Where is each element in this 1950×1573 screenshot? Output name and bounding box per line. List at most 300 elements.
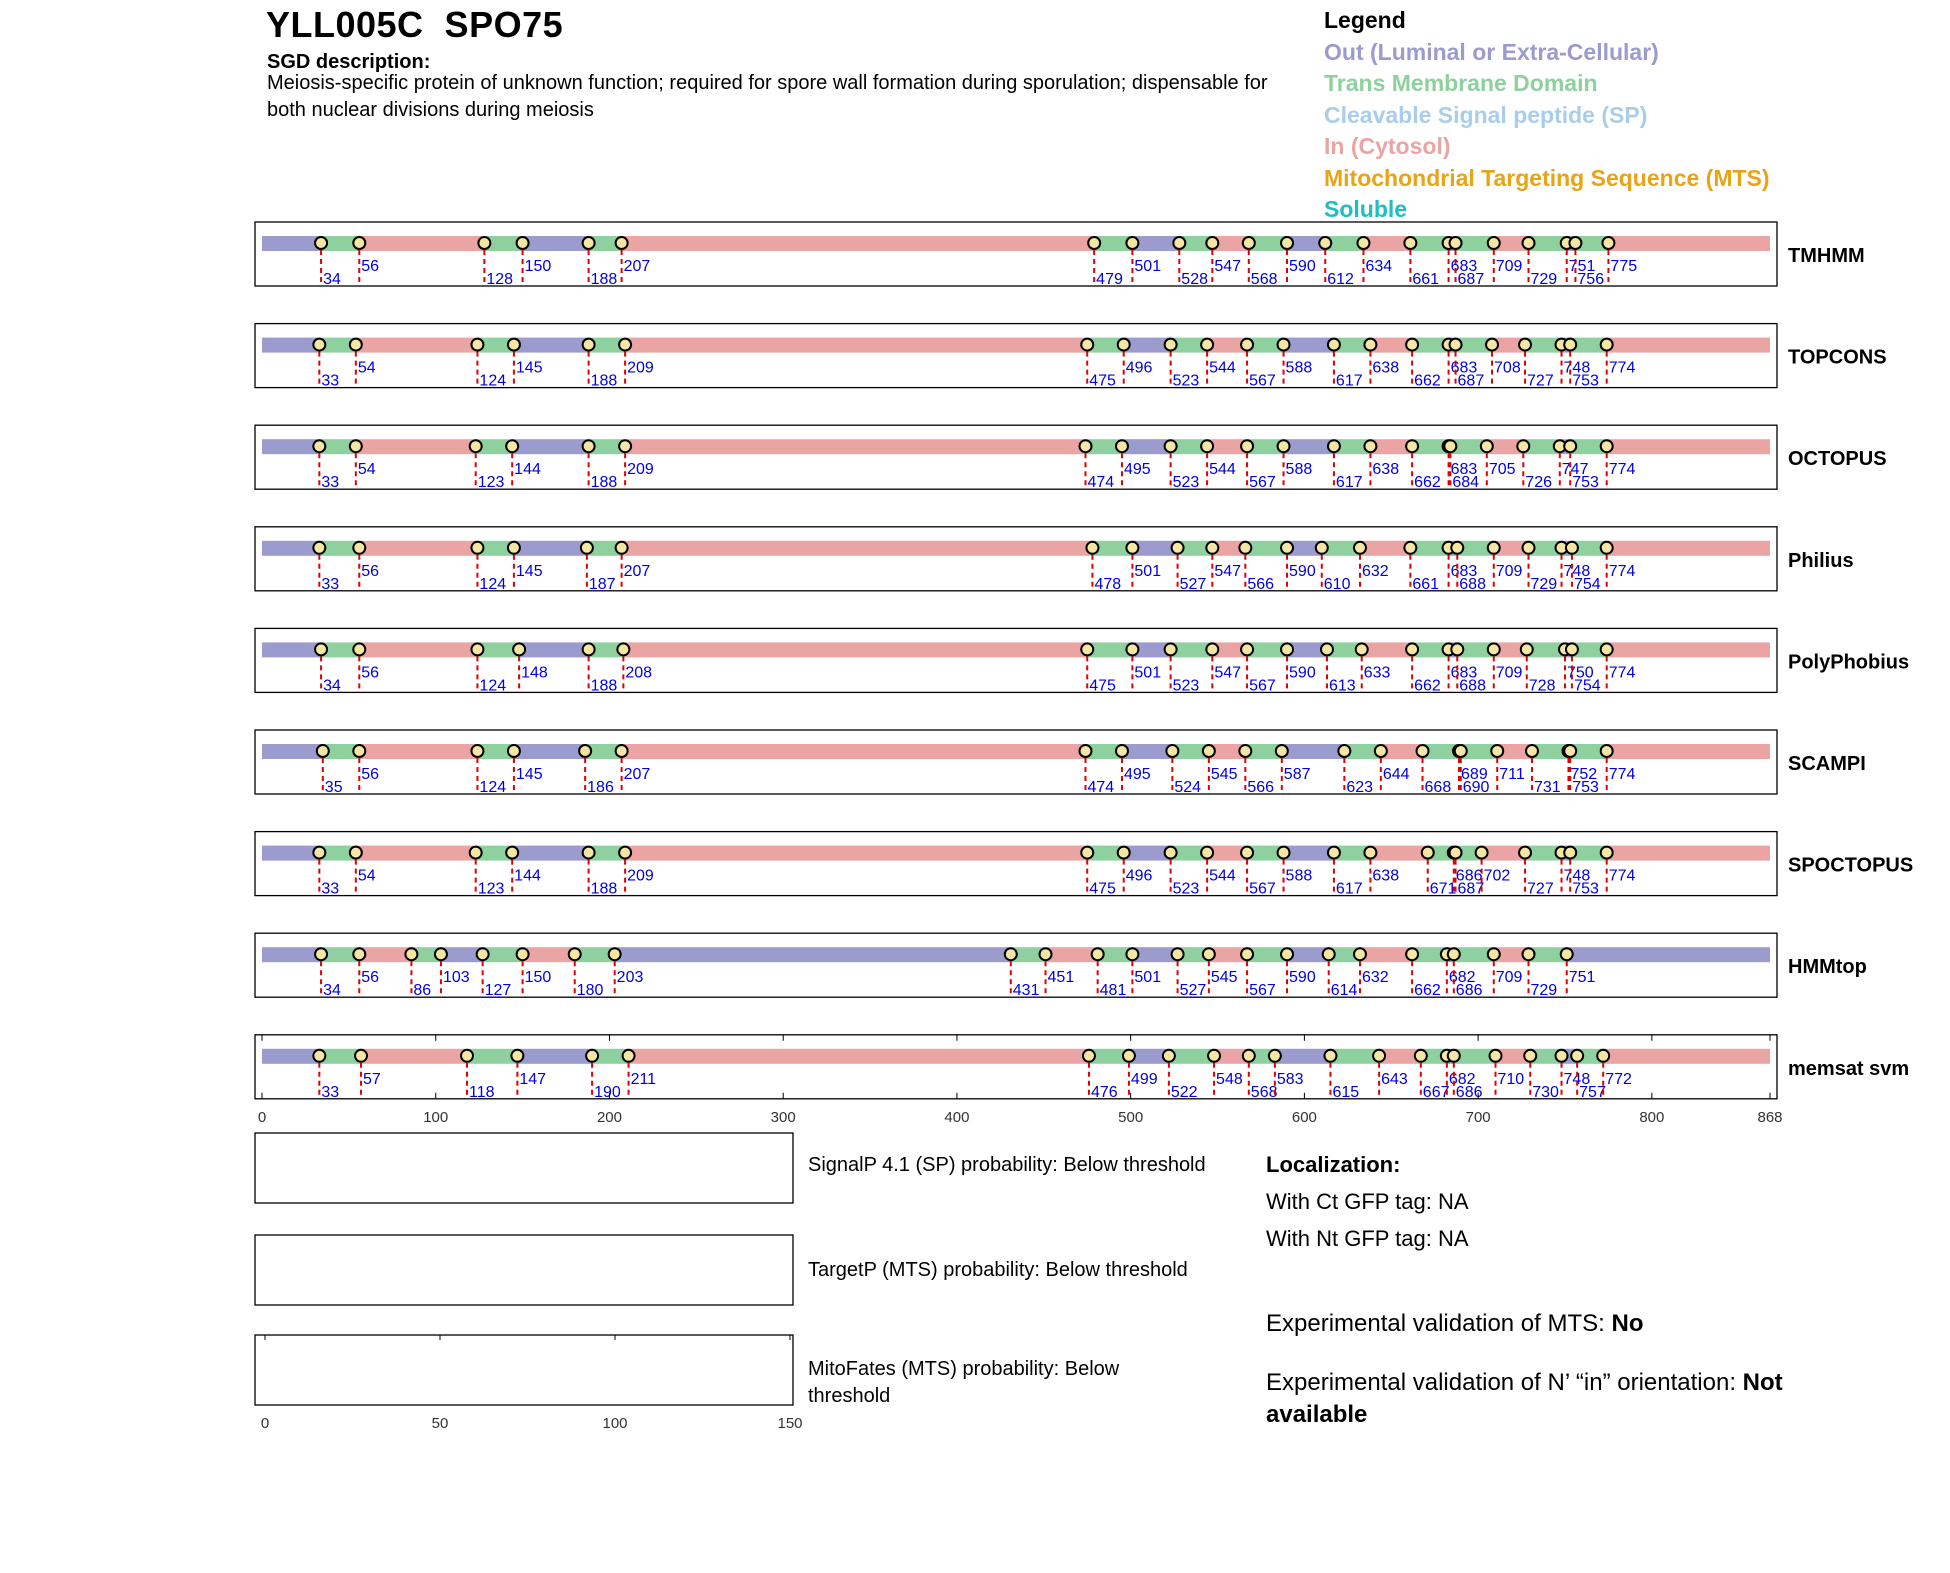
boundary-label: 682 [1448, 1070, 1476, 1088]
boundary-marker [506, 440, 518, 452]
boundary-marker [1561, 948, 1573, 960]
boundary-label: 124 [479, 575, 507, 593]
boundary-marker [1601, 643, 1613, 655]
boundary-marker [315, 948, 327, 960]
boundary-marker [1243, 237, 1255, 249]
boundary-marker [619, 847, 631, 859]
boundary-label: 754 [1573, 575, 1601, 593]
boundary-label: 617 [1335, 372, 1363, 390]
boundary-label: 729 [1530, 982, 1558, 1000]
boundary-marker [1239, 542, 1251, 554]
boundary-marker [353, 643, 365, 655]
boundary-label: 774 [1608, 867, 1636, 885]
boundary-marker [1404, 542, 1416, 554]
boundary-label: 752 [1570, 766, 1598, 783]
segment [517, 1049, 592, 1064]
boundary-label: 56 [361, 969, 380, 987]
boundary-label: 686 [1455, 867, 1483, 885]
boundary-label: 705 [1488, 461, 1516, 479]
segment [262, 642, 321, 657]
legend-item-mts: Mitochondrial Targeting Sequence (MTS) [1324, 164, 1770, 191]
boundary-label: 188 [590, 677, 618, 695]
segment [615, 947, 1011, 962]
boundary-label: 588 [1285, 867, 1313, 885]
boundary-label: 587 [1283, 766, 1311, 783]
boundary-marker [1521, 643, 1533, 655]
track-name-hmmtop: HMMtop [1788, 956, 1867, 979]
boundary-marker [1566, 542, 1578, 554]
boundary-marker [350, 339, 362, 351]
boundary-label: 687 [1457, 372, 1485, 390]
boundary-label: 747 [1561, 461, 1589, 479]
segment [359, 236, 484, 251]
description-label: SGD description: [267, 51, 431, 73]
track-name-scampi: SCAMPI [1788, 753, 1866, 775]
boundary-label: 547 [1214, 562, 1242, 580]
boundary-marker [1079, 745, 1091, 757]
boundary-marker [1519, 339, 1531, 351]
track-name-topcons: TOPCONS [1788, 346, 1887, 369]
boundary-marker [1241, 643, 1253, 655]
boundary-label: 188 [590, 372, 618, 390]
boundary-marker [619, 440, 631, 452]
x-tick-label: 100 [423, 1108, 449, 1126]
segment [262, 744, 323, 759]
boundary-marker [1241, 339, 1253, 351]
boundary-marker [1088, 237, 1100, 249]
boundary-marker [583, 440, 595, 452]
boundary-marker [1556, 1050, 1568, 1062]
boundary-label: 662 [1414, 982, 1441, 1000]
boundary-marker [1481, 440, 1493, 452]
boundary-marker [1278, 847, 1290, 859]
boundary-label: 190 [594, 1083, 621, 1101]
boundary-label: 144 [514, 461, 541, 479]
boundary-marker [1086, 542, 1098, 554]
boundary-label: 207 [623, 562, 651, 580]
boundary-label: 523 [1172, 880, 1200, 898]
boundary-label: 56 [361, 258, 380, 275]
prob-tick-label: 100 [602, 1415, 628, 1432]
boundary-marker [1564, 847, 1576, 859]
boundary-marker [1328, 440, 1340, 452]
segment [1607, 541, 1770, 556]
boundary-marker [1601, 542, 1613, 554]
segment [262, 439, 319, 454]
segment [629, 1049, 1089, 1064]
boundary-label: 128 [486, 271, 514, 288]
segment [1607, 642, 1770, 657]
boundary-label: 708 [1494, 359, 1521, 377]
boundary-marker [313, 339, 325, 351]
boundary-marker [353, 237, 365, 249]
boundary-label: 501 [1134, 969, 1162, 987]
segment [1330, 1049, 1379, 1064]
boundary-marker [1455, 745, 1467, 757]
boundary-label: 123 [477, 880, 505, 898]
boundary-label: 750 [1566, 664, 1594, 682]
signalp-label: SignalP 4.1 (SP) probability: Below threshold [808, 1154, 1206, 1176]
boundary-label: 682 [1448, 969, 1476, 987]
boundary-label: 496 [1125, 867, 1153, 885]
boundary-label: 754 [1573, 677, 1601, 695]
boundary-label: 683 [1450, 359, 1478, 377]
boundary-marker [1319, 237, 1331, 249]
segment [1363, 236, 1410, 251]
segment [262, 1049, 319, 1064]
boundary-label: 188 [590, 880, 618, 898]
boundary-label: 501 [1134, 664, 1162, 682]
boundary-marker [1417, 745, 1429, 757]
segment [1607, 744, 1770, 759]
boundary-marker [313, 1050, 325, 1062]
boundary-label: 688 [1459, 575, 1486, 593]
segment [1284, 846, 1334, 861]
boundary-marker [511, 1050, 523, 1062]
boundary-marker [1364, 440, 1376, 452]
boundary-marker [1491, 745, 1503, 757]
boundary-label: 34 [323, 982, 341, 1000]
boundary-marker [1564, 440, 1576, 452]
boundary-label: 209 [627, 867, 654, 885]
boundary-marker [1316, 542, 1328, 554]
boundary-marker [1564, 339, 1576, 351]
boundary-label: 209 [627, 359, 654, 377]
boundary-marker [1364, 339, 1376, 351]
boundary-marker [353, 948, 365, 960]
boundary-marker [1241, 948, 1253, 960]
segment [262, 541, 319, 556]
boundary-marker [1451, 643, 1463, 655]
boundary-label: 523 [1172, 372, 1200, 390]
boundary-marker [1357, 237, 1369, 249]
boundary-label: 86 [413, 982, 432, 1000]
boundary-marker [569, 948, 581, 960]
boundary-label: 35 [324, 779, 343, 796]
boundary-label: 662 [1414, 474, 1441, 492]
boundary-label: 774 [1608, 461, 1636, 479]
boundary-marker [1201, 440, 1213, 452]
boundary-label: 568 [1250, 271, 1278, 288]
boundary-marker [1081, 847, 1093, 859]
segment [1607, 338, 1770, 353]
boundary-marker [1165, 440, 1177, 452]
boundary-marker [508, 339, 520, 351]
boundary-label: 103 [442, 969, 470, 987]
boundary-marker [1116, 440, 1128, 452]
boundary-label: 499 [1130, 1070, 1158, 1088]
boundary-marker [1321, 643, 1333, 655]
boundary-marker [1404, 237, 1416, 249]
boundary-marker [1281, 542, 1293, 554]
boundary-marker [1278, 440, 1290, 452]
segment [1275, 1049, 1331, 1064]
exp-mts-value: No [1611, 1310, 1644, 1337]
boundary-marker [1281, 948, 1293, 960]
exp-nin-value: Not available [1266, 1369, 1783, 1428]
boundary-label: 548 [1216, 1070, 1243, 1088]
boundary-marker [616, 237, 628, 249]
boundary-marker [461, 1050, 473, 1062]
boundary-label: 751 [1568, 258, 1596, 275]
boundary-marker [1601, 339, 1613, 351]
boundary-marker [619, 339, 631, 351]
boundary-label: 150 [524, 258, 552, 275]
boundary-label: 54 [357, 461, 376, 479]
boundary-label: 588 [1285, 461, 1313, 479]
boundary-label: 623 [1346, 779, 1374, 796]
boundary-label: 211 [630, 1070, 657, 1088]
boundary-marker [1519, 847, 1531, 859]
segment [514, 744, 585, 759]
boundary-label: 775 [1610, 258, 1638, 275]
boundary-label: 774 [1608, 359, 1636, 377]
boundary-marker [517, 237, 529, 249]
boundary-label: 567 [1249, 372, 1276, 390]
boundary-label: 590 [1289, 258, 1316, 275]
segment [1124, 846, 1171, 861]
boundary-label: 524 [1174, 779, 1202, 796]
segment [1567, 947, 1770, 962]
track-name-memsat-svm: memsat svm [1788, 1057, 1910, 1080]
segment [625, 439, 1085, 454]
boundary-marker [313, 440, 325, 452]
boundary-marker [1166, 745, 1178, 757]
boundary-label: 123 [477, 474, 505, 492]
boundary-label: 726 [1525, 474, 1553, 492]
prob-panel-1 [255, 1133, 793, 1203]
boundary-marker [313, 847, 325, 859]
boundary-marker [1415, 1050, 1427, 1062]
boundary-label: 753 [1572, 474, 1599, 492]
boundary-marker [1116, 745, 1128, 757]
boundary-marker [583, 339, 595, 351]
boundary-marker [1450, 237, 1462, 249]
boundary-marker [313, 542, 325, 554]
boundary-label: 124 [479, 779, 507, 796]
boundary-label: 567 [1249, 474, 1276, 492]
boundary-marker [1451, 542, 1463, 554]
boundary-label: 753 [1572, 372, 1599, 390]
boundary-label: 590 [1289, 664, 1316, 682]
boundary-label: 475 [1089, 677, 1116, 695]
boundary-marker [1448, 948, 1460, 960]
boundary-label: 545 [1210, 766, 1238, 783]
boundary-label: 187 [588, 575, 616, 593]
boundary-marker [350, 440, 362, 452]
segment [622, 236, 1095, 251]
boundary-marker [583, 643, 595, 655]
boundary-label: 662 [1414, 372, 1441, 390]
boundary-label: 118 [469, 1083, 495, 1101]
segment [356, 846, 476, 861]
boundary-label: 709 [1495, 664, 1523, 682]
segment [1607, 439, 1770, 454]
boundary-label: 643 [1381, 1070, 1408, 1088]
boundary-label: 690 [1462, 779, 1490, 796]
segment [1122, 744, 1172, 759]
boundary-label: 617 [1335, 880, 1363, 898]
boundary-label: 684 [1452, 474, 1480, 492]
description-text: Meiosis-specific protein of unknown function; required for spore wall formation during sporulation; dispensable for both nuclear divisions during meiosis [267, 72, 1268, 121]
boundary-label: 774 [1608, 664, 1636, 682]
boundary-marker [1444, 440, 1456, 452]
boundary-label: 34 [323, 677, 341, 695]
boundary-label: 479 [1096, 271, 1123, 288]
boundary-marker [616, 745, 628, 757]
boundary-label: 612 [1327, 271, 1354, 288]
segment [1122, 439, 1171, 454]
boundary-label: 145 [515, 359, 543, 377]
segment [622, 744, 1086, 759]
segment [467, 1049, 517, 1064]
boundary-label: 753 [1572, 880, 1599, 898]
boundary-label: 686 [1455, 1083, 1483, 1101]
segment [262, 947, 321, 962]
boundary-label: 188 [590, 271, 618, 288]
boundary-label: 727 [1527, 880, 1554, 898]
boundary-marker [1373, 1050, 1385, 1062]
boundary-label: 544 [1209, 359, 1236, 377]
boundary-marker [1448, 1050, 1460, 1062]
boundary-label: 748 [1563, 1070, 1591, 1088]
boundary-label: 567 [1249, 677, 1276, 695]
boundary-marker [1488, 948, 1500, 960]
boundary-label: 150 [524, 969, 552, 987]
boundary-marker [508, 745, 520, 757]
mitofates-label: MitoFates (MTS) probability: Below threshold [808, 1358, 1120, 1407]
segment [1132, 236, 1179, 251]
segment [512, 439, 588, 454]
segment [356, 439, 476, 454]
segment [1284, 338, 1334, 353]
boundary-label: 687 [1457, 880, 1485, 898]
boundary-label: 527 [1179, 575, 1207, 593]
boundary-marker [1526, 745, 1538, 757]
boundary-marker [477, 948, 489, 960]
boundary-marker [1243, 1050, 1255, 1062]
boundary-label: 710 [1497, 1070, 1525, 1088]
boundary-marker [1328, 847, 1340, 859]
segment [625, 338, 1087, 353]
boundary-label: 34 [323, 271, 341, 288]
boundary-label: 667 [1422, 1083, 1450, 1101]
boundary-label: 481 [1099, 982, 1127, 1000]
boundary-label: 613 [1328, 677, 1356, 695]
exp-nin [1266, 1367, 1846, 1431]
boundary-label: 751 [1568, 969, 1596, 987]
boundary-label: 671 [1429, 880, 1457, 898]
boundary-label: 145 [515, 766, 543, 783]
segment [359, 947, 411, 962]
boundary-label: 501 [1134, 258, 1162, 275]
boundary-marker [579, 745, 591, 757]
boundary-label: 188 [590, 474, 618, 492]
boundary-marker [1005, 948, 1017, 960]
boundary-label: 638 [1372, 359, 1400, 377]
x-tick-label: 200 [596, 1108, 622, 1126]
boundary-marker [471, 542, 483, 554]
boundary-label: 774 [1608, 766, 1636, 783]
boundary-marker [1323, 948, 1335, 960]
legend-item-soluble: Soluble [1324, 196, 1408, 222]
boundary-label: 474 [1087, 474, 1115, 492]
segment [1282, 744, 1345, 759]
boundary-label: 614 [1330, 982, 1358, 1000]
boundary-marker [1597, 1050, 1609, 1062]
boundary-marker [1486, 339, 1498, 351]
boundary-label: 57 [363, 1070, 381, 1088]
targetp-label: TargetP (MTS) probability: Below threshold [808, 1259, 1188, 1281]
boundary-marker [1338, 745, 1350, 757]
boundary-label: 523 [1172, 474, 1200, 492]
segment [1603, 1049, 1770, 1064]
boundary-marker [471, 339, 483, 351]
boundary-label: 683 [1450, 562, 1478, 580]
prob-panel-3 [255, 1335, 793, 1405]
segment [262, 338, 319, 353]
boundary-marker [355, 1050, 367, 1062]
boundary-label: 728 [1528, 677, 1556, 695]
boundary-marker [581, 542, 593, 554]
boundary-marker [350, 847, 362, 859]
boundary-label: 544 [1209, 461, 1236, 479]
boundary-label: 180 [576, 982, 604, 1000]
boundary-label: 731 [1533, 779, 1561, 796]
boundary-marker [1364, 847, 1376, 859]
boundary-label: 688 [1459, 677, 1486, 695]
boundary-marker [1450, 847, 1462, 859]
boundary-marker [1126, 643, 1138, 655]
legend-item-in: In (Cytosol) [1324, 133, 1451, 159]
boundary-label: 588 [1285, 359, 1313, 377]
boundary-marker [1118, 339, 1130, 351]
boundary-marker [1172, 948, 1184, 960]
boundary-label: 729 [1530, 271, 1558, 288]
x-tick-label: 400 [944, 1108, 970, 1126]
boundary-marker [1601, 847, 1613, 859]
boundary-label: 56 [361, 664, 380, 682]
boundary-label: 772 [1605, 1070, 1632, 1088]
segment [1608, 236, 1770, 251]
boundary-marker [1118, 847, 1130, 859]
exp-mts-prefix: Experimental validation of MTS: [1266, 1310, 1612, 1337]
boundary-label: 528 [1181, 271, 1209, 288]
boundary-label: 54 [357, 359, 376, 377]
boundary-label: 729 [1530, 575, 1558, 593]
boundary-marker [1163, 1050, 1175, 1062]
boundary-label: 203 [616, 969, 644, 987]
boundary-label: 634 [1365, 258, 1393, 275]
localization-ct: With Ct GFP tag: NA [1266, 1189, 1469, 1214]
boundary-marker [1488, 237, 1500, 249]
legend-item-tm: Trans Membrane Domain [1324, 70, 1598, 96]
boundary-label: 33 [321, 880, 340, 898]
boundary-marker [1354, 948, 1366, 960]
boundary-label: 668 [1424, 779, 1452, 796]
boundary-label: 661 [1412, 271, 1440, 288]
boundary-marker [1203, 745, 1215, 757]
boundary-marker [353, 542, 365, 554]
boundary-label: 730 [1532, 1083, 1559, 1101]
boundary-marker [1281, 643, 1293, 655]
x-tick-label: 800 [1639, 1108, 1665, 1126]
boundary-marker [1488, 542, 1500, 554]
segment [623, 642, 1087, 657]
boundary-marker [513, 643, 525, 655]
boundary-marker [1201, 339, 1213, 351]
exp-mts [1266, 1308, 1846, 1340]
